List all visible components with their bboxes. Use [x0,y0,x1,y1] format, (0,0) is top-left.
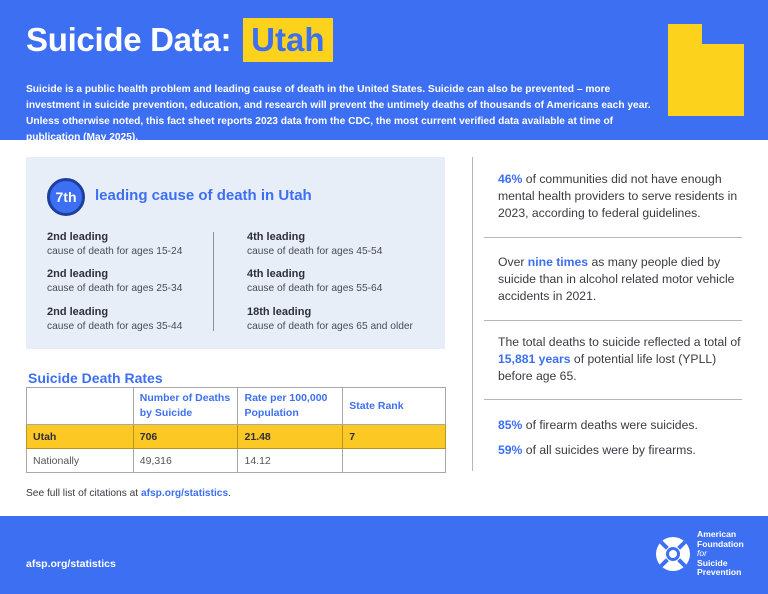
age-stat [47,267,182,297]
footer-url-link[interactable]: afsp.org/statistics [26,558,116,570]
age-stat [47,230,182,260]
fact-firearm-suicides [498,442,742,459]
citation-suffix: . [228,488,231,499]
fact-text: Over [498,255,528,269]
utah-state-outline-icon [668,24,744,116]
age-stat [247,305,413,335]
citation-link[interactable]: afsp.org/statistics [140,488,229,499]
table-row [27,449,446,473]
fact-highlight: 15,881 years [498,352,571,366]
age-stat-title: 4th leading [247,268,306,280]
rank-badge: 7th [47,178,85,216]
fact-ypll [498,334,742,385]
fact-highlight: 59% [498,443,523,457]
age-stat-sub: cause of death for ages 55-64 [247,283,383,294]
table-cell [343,449,446,473]
logo-line: Prevention [697,567,742,577]
table-cell: 14.12 [238,449,343,473]
citation-prefix: See full list of citations at [26,488,141,499]
age-stat-title: 2nd leading [47,306,109,318]
logo-line: for [697,548,708,558]
age-stat [247,230,382,260]
fact-firearm-deaths [498,417,742,434]
fact-highlight: 46% [498,172,523,186]
age-stat-title: 2nd leading [47,268,109,280]
table-header-cell: Rate per 100,000 Population [238,388,343,425]
fact-divider [484,320,742,321]
afsp-logo [654,530,757,578]
fact-provider-shortage [498,171,742,222]
logo-line: American [697,529,737,539]
lifebuoy-icon [654,535,692,573]
fact-divider [484,237,742,238]
age-stat-sub: cause of death for ages 65 and older [247,321,413,332]
title-row [26,18,333,62]
table-cell: 21.48 [238,425,343,449]
fact-text: as many people died by suicide than in alcohol related motor vehicle accidents in 2021. [498,255,735,303]
citation-note [26,488,231,499]
fact-text: of potential life lost (YPLL) before age 65. [498,352,717,383]
logo-line: Foundation [697,538,744,549]
intro-paragraph: Suicide is a public health problem and leading cause of death in the United States. Suicide can also be prevented – more investment in suicide prevention, education, and research will prevent the untimely deaths of thousands of Americans each year. Unless otherwise noted, this fact sheet reports 2023 data from the CDC, the most current verified data available at time of publication (May 2025). [26,84,651,143]
table-cell: 706 [133,425,238,449]
logo-wordmark [697,530,757,578]
age-stat-title: 18th leading [247,306,312,318]
logo-line: Suicide [697,557,728,568]
footer-banner [0,516,768,594]
rates-table [26,387,446,473]
table-header-cell [27,388,134,425]
fact-highlight: nine times [527,255,589,269]
table-cell: 7 [343,425,446,449]
card-divider [213,232,214,331]
table-header-row [27,388,446,425]
header-banner [0,0,768,143]
age-stat-title: 4th leading [247,231,306,243]
page-title: Suicide Data: [26,21,232,58]
age-stat-sub: cause of death for ages 25-34 [47,283,183,294]
age-stat-sub: cause of death for ages 45-54 [247,246,383,257]
state-name-badge: Utah [243,18,332,62]
fact-text: of all suicides were by firearms. [522,443,696,457]
column-divider [472,157,473,471]
age-stat-sub: cause of death for ages 15-24 [47,246,183,257]
table-cell: 49,316 [133,449,238,473]
age-stat-sub: cause of death for ages 35-44 [47,321,183,332]
age-stat [47,305,182,335]
age-stat-title: 2nd leading [47,231,109,243]
fact-text: of communities did not have enough mental health providers to serve residents in 2023, according to federal guidelines. [498,172,738,220]
leading-cause-card [26,157,445,349]
rank-headline: leading cause of death in Utah [95,187,312,204]
age-stat [247,267,382,297]
table-row [27,425,446,449]
rates-title: Suicide Death Rates [28,370,163,386]
table-header-cell: State Rank [343,388,446,425]
table-header-cell: Number of Deaths by Suicide [133,388,238,425]
table-cell: Nationally [27,449,134,473]
fact-highlight: 85% [498,418,523,432]
fact-text: of firearm deaths were suicides. [522,418,698,432]
table-cell: Utah [27,425,134,449]
fact-divider [484,399,742,400]
fact-vehicle-comparison [498,254,742,305]
fact-text: The total deaths to suicide reflected a total of [498,335,741,349]
